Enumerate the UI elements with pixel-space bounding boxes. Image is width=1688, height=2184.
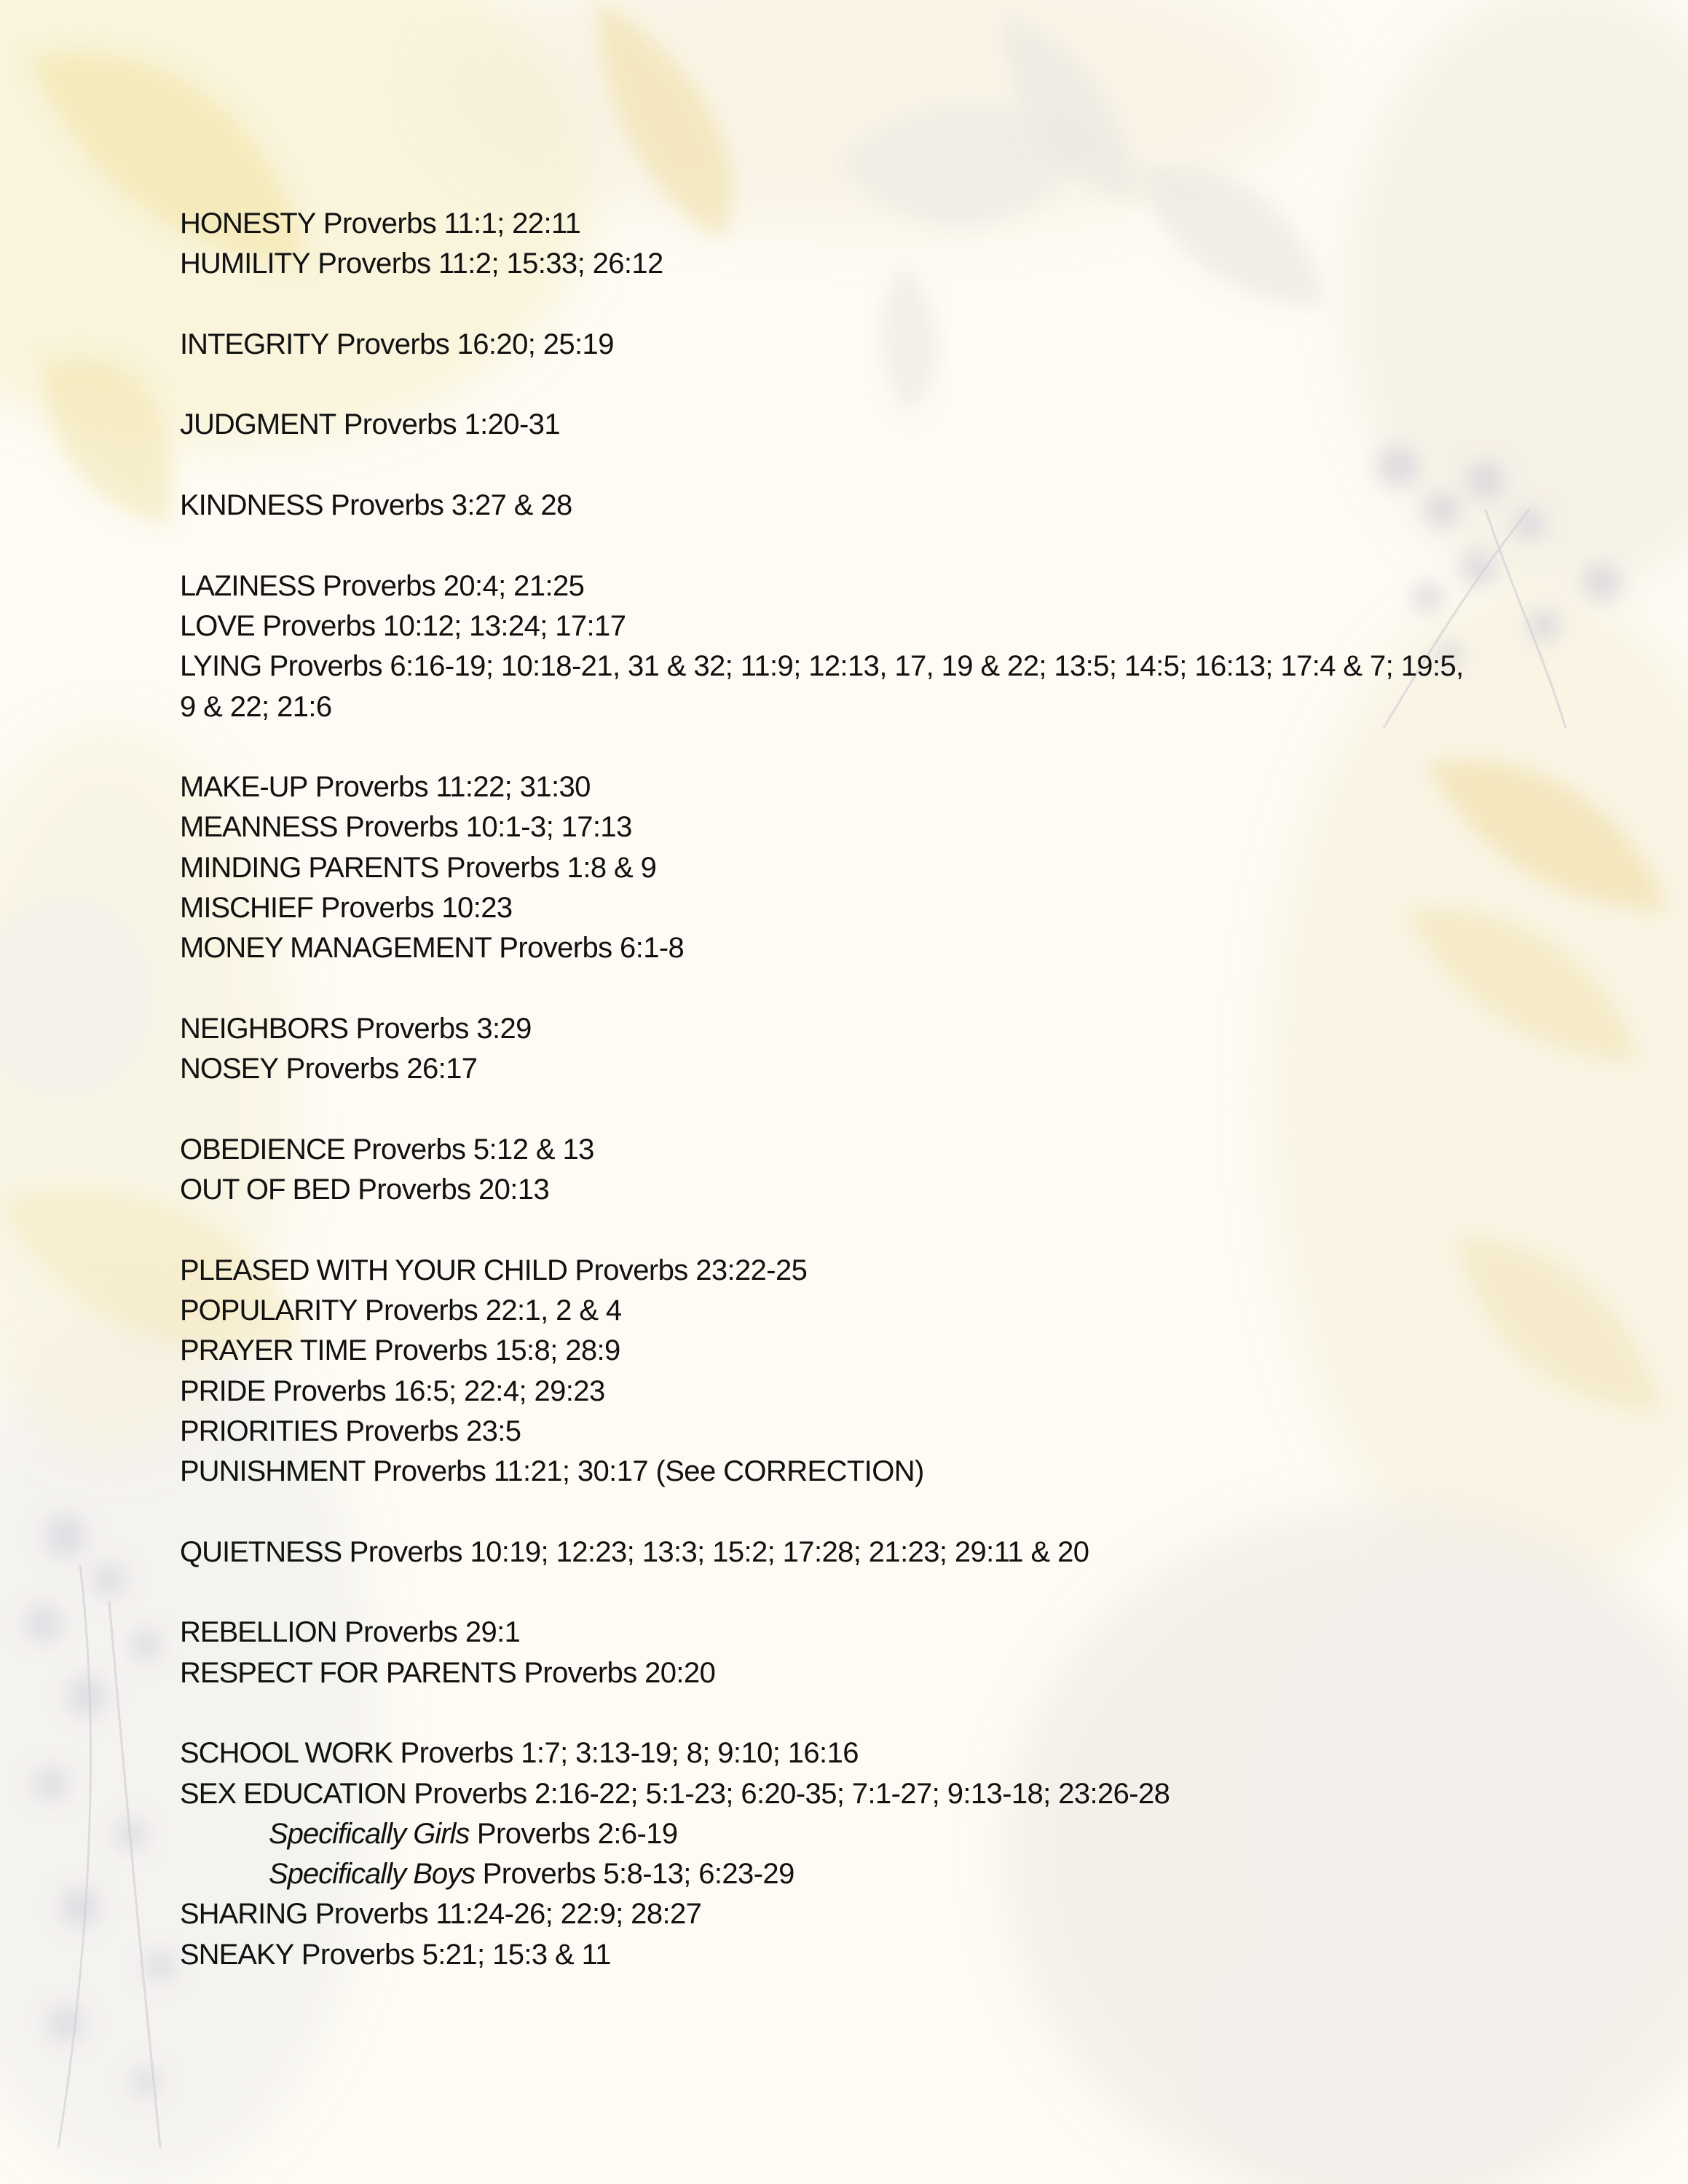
topic-entry bbox=[180, 1532, 1491, 1572]
topic-entry bbox=[180, 204, 1491, 244]
topic-references: Proverbs 11:2; 15:33; 26:12 bbox=[309, 248, 663, 280]
topic-entry bbox=[180, 1251, 1491, 1291]
topic-references: Proverbs 3:29 bbox=[348, 1012, 532, 1045]
topic-references: Proverbs 6:16-19; 10:18-21, 31 & 32; 11:9; 12:13, 17, 19 & 22; 13:5; 14:5; 16:13; 17:4 & 7; 19:5, 9 & 22; 21:6 bbox=[180, 650, 1464, 723]
topic-name: MISCHIEF bbox=[180, 892, 314, 925]
topic-entry bbox=[180, 1130, 1491, 1170]
topic-name: PRIORITIES bbox=[180, 1415, 338, 1447]
topic-name: OBEDIENCE bbox=[180, 1133, 345, 1166]
topic-name: MINDING PARENTS bbox=[180, 851, 439, 884]
topic-entry bbox=[180, 1653, 1491, 1693]
topic-entry bbox=[180, 606, 1491, 646]
topic-name: MAKE-UP bbox=[180, 771, 308, 804]
topic-entry bbox=[180, 405, 1491, 445]
topic-references: Proverbs 10:12; 13:24; 17:17 bbox=[254, 609, 626, 642]
topic-name: LYING bbox=[180, 650, 262, 683]
topic-entry bbox=[180, 1291, 1491, 1331]
topic-references: Proverbs 10:19; 12:23; 13:3; 15:2; 17:28; 21:23; 29:11 & 20 bbox=[342, 1535, 1089, 1568]
topic-name: JUDGMENT bbox=[180, 408, 336, 441]
topic-references: Proverbs 5:8-13; 6:23-29 bbox=[475, 1858, 794, 1891]
subtopic-entry bbox=[180, 1814, 1491, 1854]
topic-name: HONESTY bbox=[180, 207, 316, 240]
topic-entry bbox=[180, 1935, 1491, 1975]
topic-entry bbox=[180, 566, 1491, 606]
topic-name: SCHOOL WORK bbox=[180, 1737, 393, 1770]
topic-references: Proverbs 20:4; 21:25 bbox=[315, 569, 585, 602]
topic-entry bbox=[180, 1331, 1491, 1371]
topic-name: SNEAKY bbox=[180, 1938, 294, 1971]
topic-entry bbox=[180, 888, 1491, 928]
topic-references: Proverbs 5:21; 15:3 & 11 bbox=[293, 1938, 611, 1971]
topic-references: Proverbs 10:23 bbox=[313, 892, 513, 925]
topic-entry bbox=[180, 1613, 1491, 1653]
topic-entry bbox=[180, 1894, 1491, 1934]
topic-references: Proverbs 26:17 bbox=[278, 1053, 478, 1085]
topic-group-j bbox=[180, 405, 1491, 445]
topic-references: Proverbs 23:5 bbox=[337, 1415, 521, 1447]
topic-name: NEIGHBORS bbox=[180, 1012, 349, 1045]
topic-entry bbox=[180, 1412, 1491, 1452]
topic-references: Proverbs 2:6-19 bbox=[469, 1817, 678, 1850]
topic-entry bbox=[180, 486, 1491, 526]
topic-name: LOVE bbox=[180, 609, 255, 642]
topic-references: Proverbs 23:22-25 bbox=[567, 1254, 808, 1286]
topic-references: Proverbs 15:8; 28:9 bbox=[366, 1334, 620, 1367]
topic-group-k bbox=[180, 486, 1491, 526]
topic-entry bbox=[180, 928, 1491, 968]
topic-group-p bbox=[180, 1251, 1491, 1492]
topic-references: Proverbs 29:1 bbox=[336, 1616, 521, 1649]
topic-index bbox=[180, 204, 1491, 2015]
topic-name: LAZINESS bbox=[180, 569, 315, 602]
topic-entry bbox=[180, 807, 1491, 847]
topic-group-r bbox=[180, 1613, 1491, 1693]
topic-name: INTEGRITY bbox=[180, 328, 329, 360]
subtopic-entry bbox=[180, 1854, 1491, 1894]
topic-name: NOSEY bbox=[180, 1053, 279, 1085]
topic-entry bbox=[180, 1452, 1491, 1492]
topic-name: KINDNESS bbox=[180, 489, 323, 522]
topic-entry bbox=[180, 1733, 1491, 1773]
topic-references: Proverbs 20:13 bbox=[350, 1174, 550, 1206]
topic-references: Proverbs 11:21; 30:17 (See CORRECTION) bbox=[365, 1455, 924, 1488]
topic-name: MEANNESS bbox=[180, 811, 338, 844]
topic-name: SHARING bbox=[180, 1898, 308, 1931]
topic-name: PRIDE bbox=[180, 1374, 266, 1407]
topic-entry bbox=[180, 646, 1491, 727]
topic-references: Proverbs 10:1-3; 17:13 bbox=[337, 811, 632, 844]
topic-group-i bbox=[180, 325, 1491, 365]
topic-entry bbox=[180, 848, 1491, 888]
subtopic-name: Specifically Boys bbox=[269, 1858, 476, 1891]
topic-references: Proverbs 11:24-26; 22:9; 28:27 bbox=[307, 1898, 702, 1931]
topic-name: OUT OF BED bbox=[180, 1174, 350, 1206]
topic-name: PLEASED WITH YOUR CHILD bbox=[180, 1254, 567, 1286]
topic-references: Proverbs 20:20 bbox=[516, 1656, 716, 1689]
topic-entry bbox=[180, 325, 1491, 365]
topic-entry bbox=[180, 1774, 1491, 1814]
topic-references: Proverbs 22:1, 2 & 4 bbox=[357, 1294, 622, 1327]
topic-group-m bbox=[180, 767, 1491, 968]
topic-references: Proverbs 1:8 & 9 bbox=[438, 851, 657, 884]
topic-references: Proverbs 6:1-8 bbox=[491, 932, 685, 965]
topic-group-l bbox=[180, 566, 1491, 727]
topic-group-q bbox=[180, 1532, 1491, 1572]
topic-name: PRAYER TIME bbox=[180, 1334, 367, 1367]
topic-references: Proverbs 1:7; 3:13-19; 8; 9:10; 16:16 bbox=[393, 1737, 859, 1770]
topic-group-h bbox=[180, 204, 1491, 285]
topic-group-n bbox=[180, 1009, 1491, 1090]
topic-references: Proverbs 2:16-22; 5:1-23; 6:20-35; 7:1-27; 9:13-18; 23:26-28 bbox=[406, 1777, 1170, 1810]
topic-name: PUNISHMENT bbox=[180, 1455, 366, 1488]
topic-entry bbox=[180, 1049, 1491, 1089]
topic-name: MONEY MANAGEMENT bbox=[180, 932, 492, 965]
topic-group-o bbox=[180, 1130, 1491, 1211]
topic-references: Proverbs 1:20-31 bbox=[336, 408, 560, 441]
topic-entry bbox=[180, 767, 1491, 807]
topic-name: SEX EDUCATION bbox=[180, 1777, 406, 1810]
topic-references: Proverbs 16:20; 25:19 bbox=[328, 328, 614, 360]
topic-name: POPULARITY bbox=[180, 1294, 358, 1327]
topic-entry bbox=[180, 1009, 1491, 1049]
topic-name: RESPECT FOR PARENTS bbox=[180, 1656, 516, 1689]
topic-references: Proverbs 16:5; 22:4; 29:23 bbox=[265, 1374, 605, 1407]
topic-name: REBELLION bbox=[180, 1616, 337, 1649]
topic-references: Proverbs 3:27 & 28 bbox=[323, 489, 572, 522]
topic-references: Proverbs 5:12 & 13 bbox=[344, 1133, 594, 1166]
topic-name: HUMILITY bbox=[180, 248, 310, 280]
topic-name: QUIETNESS bbox=[180, 1535, 342, 1568]
topic-group-s bbox=[180, 1733, 1491, 1975]
topic-entry bbox=[180, 1170, 1491, 1210]
topic-entry bbox=[180, 244, 1491, 284]
topic-entry bbox=[180, 1372, 1491, 1412]
subtopic-name: Specifically Girls bbox=[269, 1817, 470, 1850]
topic-references: Proverbs 11:22; 31:30 bbox=[307, 771, 591, 804]
topic-references: Proverbs 11:1; 22:11 bbox=[315, 207, 581, 240]
